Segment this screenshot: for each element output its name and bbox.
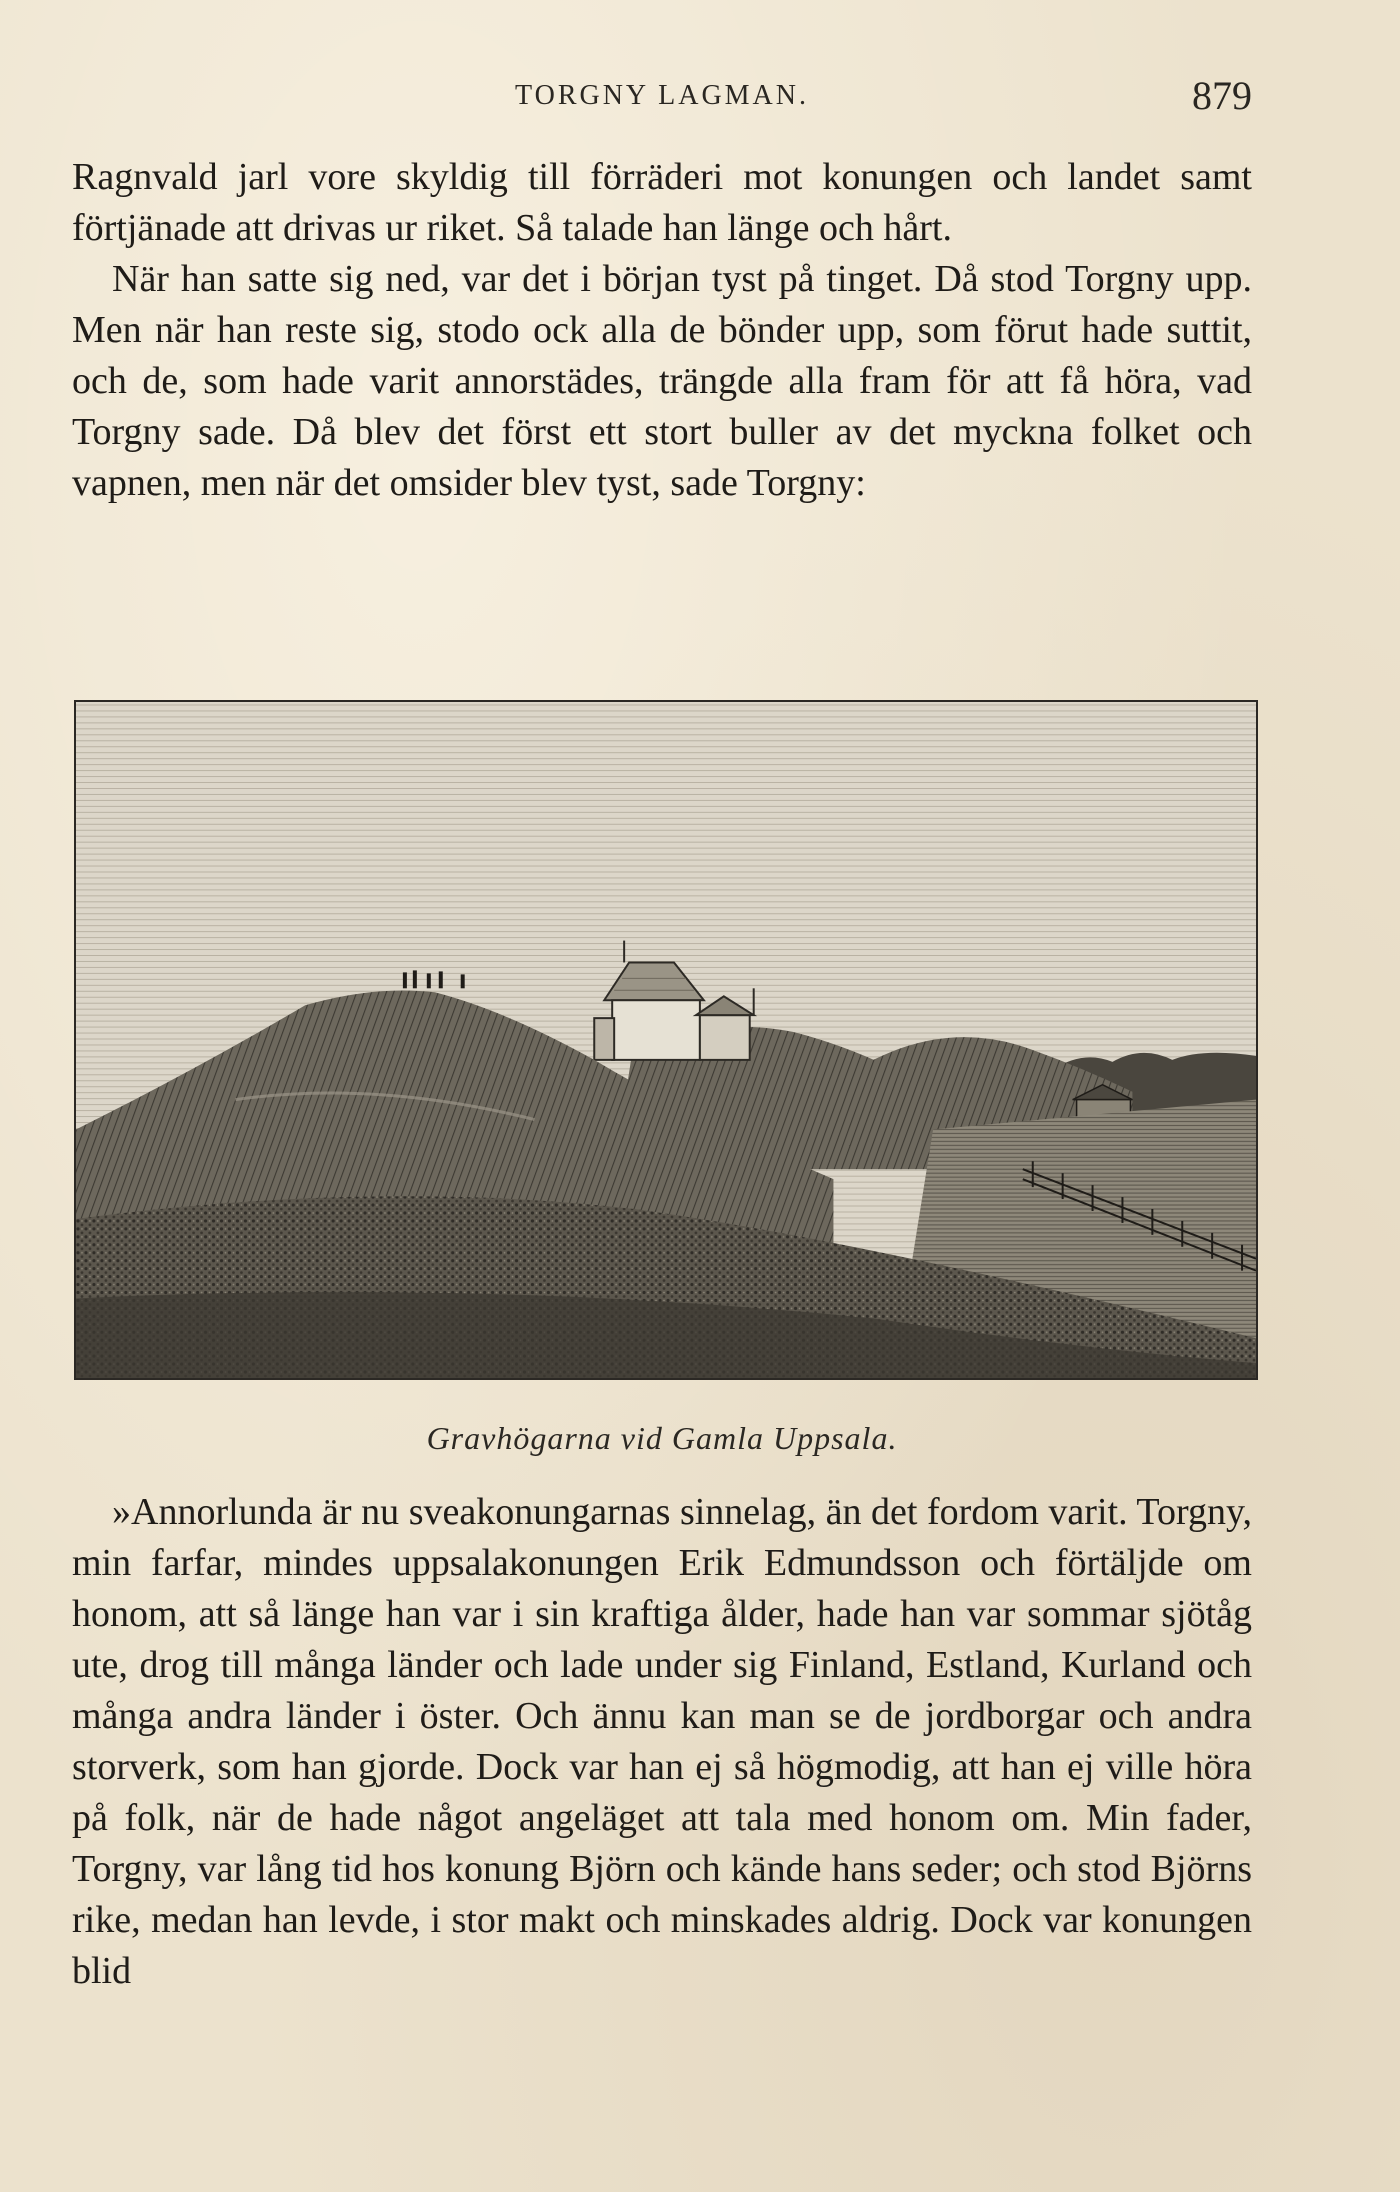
paragraph: Ragnvald jarl vore skyldig till förräderi mot konungen och landet samt förtjänade att drivas ur riket. Så talade han länge och hårt. — [72, 156, 1252, 249]
paragraph: När han satte sig ned, var det i början tyst på tinget. Då stod Torgny upp. Men när han reste sig, stodo ock alla de bönder upp, som förut hade suttit, och de, som hade varit annorstädes, trängde alla fram för att få höra, vad Torgny sade. Då blev det först ett stort buller av det myckna folket och vapnen, men när det omsider blev tyst, sade Torgny: — [72, 258, 1252, 504]
engraving-illustration — [76, 702, 1256, 1378]
body-text-bottom — [72, 1487, 1252, 1997]
illustration-burial-mounds — [74, 700, 1258, 1380]
paragraph: »Annorlunda är nu sveakonungarnas sinnelag, än det fordom varit. Torgny, min farfar, mindes uppsalakonungen Erik Edmundsson och förtäljde om honom, att så länge han var i sin kraftiga ålder, hade han var sommar sjötåg ute, drog till många länder och lade under sig Finland, Estland, Kurland och många andra länder i öster. Och ännu kan man se de jordborgar och andra storverk, som han gjorde. Dock var han ej så högmodig, att han ej ville höra på folk, när de hade något angeläget att tala med honom om. Min fader, Torgny, var lång tid hos konung Björn och kände hans seder; och stod Björns rike, medan han levde, i stor makt och minskades aldrig. Dock var konungen blid — [72, 1491, 1252, 1992]
body-text-top — [72, 152, 1252, 509]
page-header — [72, 72, 1252, 122]
figure-caption: Gravhögarna vid Gamla Uppsala. — [426, 1420, 898, 1456]
running-title: TORGNY LAGMAN. — [515, 80, 809, 111]
page-number: 879 — [1192, 73, 1252, 118]
